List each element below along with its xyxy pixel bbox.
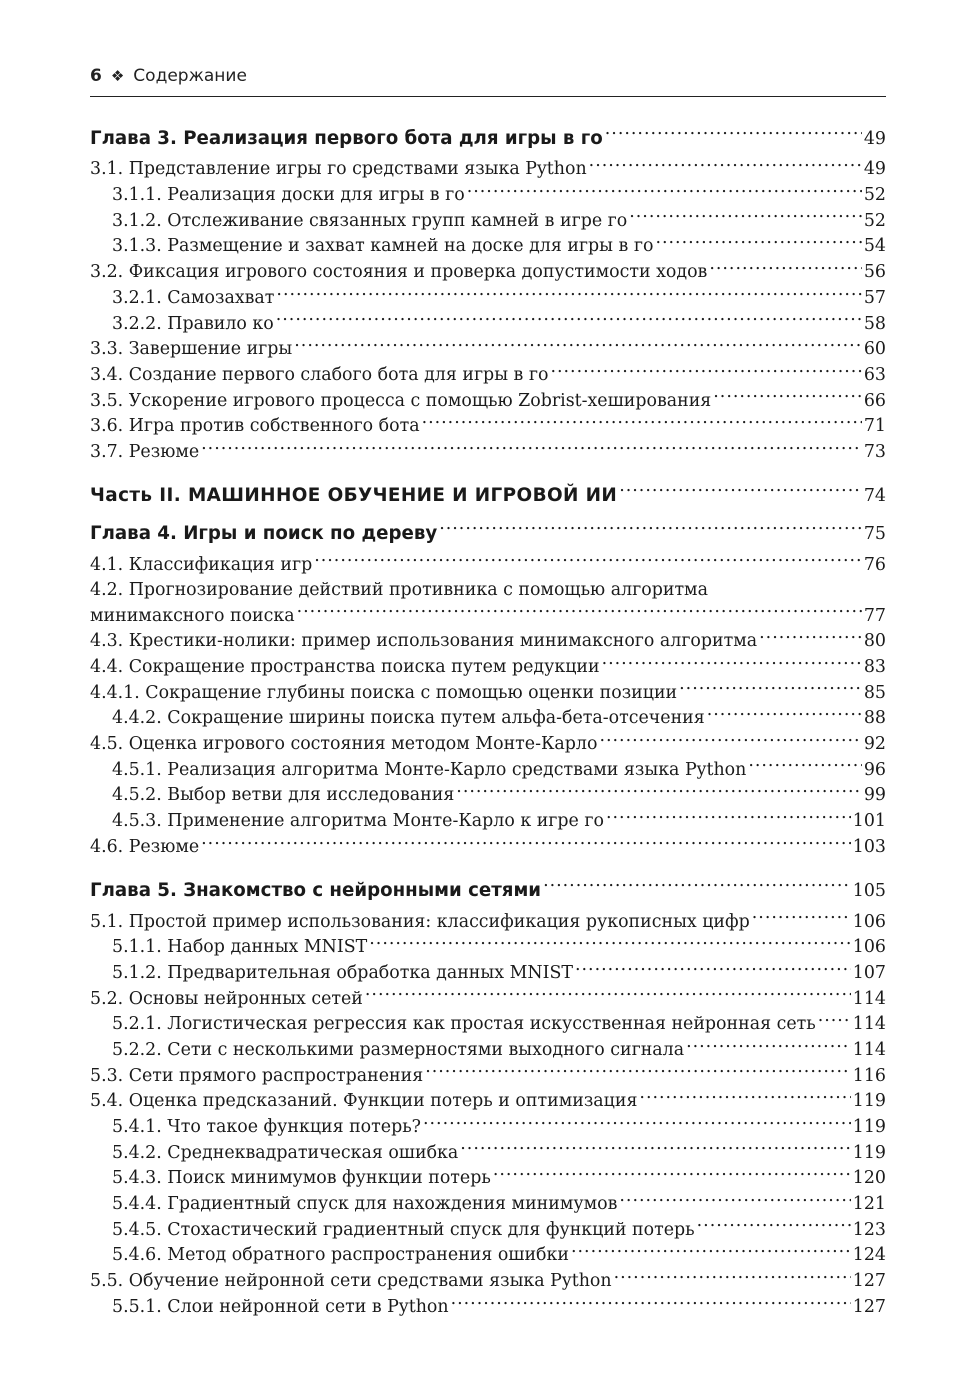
running-head-title: Содержание [133,66,247,86]
toc-chapter-5[interactable] [90,876,886,906]
toc-entry-4-5[interactable] [90,732,886,758]
toc-title: минимаксного поиска [90,605,295,626]
toc-page-number: 49 [863,159,886,180]
toc-chapter-3[interactable] [90,124,886,154]
toc-entry-5-2-1[interactable] [90,1012,886,1038]
table-of-contents [90,124,886,1320]
toc-title: 4.5.2. Выбор ветви для исследования [112,785,455,806]
leader-dots [425,1063,851,1080]
toc-entry-3-2[interactable] [90,260,886,286]
toc-title: 4.5. Оценка игрового состояния методом Монте-Карло [90,734,598,755]
toc-page-number: 60 [863,339,886,360]
toc-entry-5-1-2[interactable] [90,960,886,986]
leader-dots [297,603,862,620]
toc-title: 5.1.2. Предварительная обработка данных MNIST [112,962,573,983]
toc-entry-5-4-1[interactable] [90,1115,886,1141]
toc-entry-5-4-3[interactable] [90,1166,886,1192]
toc-title: 3.4. Создание первого слабого бота для игры в го [90,364,549,385]
leader-dots [752,909,851,926]
leader-dots [707,706,862,723]
toc-entry-3-3[interactable] [90,337,886,363]
leader-dots [606,809,851,826]
toc-page-number: 63 [863,364,886,385]
toc-page-number: 106 [852,937,886,958]
leader-dots [599,732,861,749]
leader-dots [201,440,862,457]
toc-page-number: 83 [863,657,886,677]
toc-entry-4-4[interactable] [90,655,886,681]
toc-title: Глава 3. Реализация первого бота для игры в го [90,128,603,149]
toc-part-2[interactable] [90,481,886,511]
toc-entry-5-1-1[interactable] [90,935,886,961]
toc-page-number: 114 [852,1039,886,1060]
toc-page-number: 92 [863,734,886,755]
leader-dots [543,878,851,896]
leader-dots [451,1294,851,1311]
leader-dots [679,680,862,697]
toc-title: 5.4.2. Среднеквадратическая ошибка [112,1142,459,1163]
toc-page-number: 123 [852,1219,886,1240]
toc-title: Часть II. МАШИННОЕ ОБУЧЕНИЕ И ИГРОВОЙ ИИ [90,485,618,507]
toc-title: 4.1. Классификация игр [90,554,313,575]
toc-page-number: 105 [852,881,886,902]
toc-entry-5-3[interactable] [90,1063,886,1089]
toc-page-number: 119 [852,1091,886,1112]
toc-entry-5-4-4[interactable] [90,1192,886,1218]
leader-dots [614,1269,851,1286]
leader-dots [759,629,862,646]
leader-dots [571,1243,851,1260]
leader-dots [619,1192,850,1209]
toc-entry-3-4[interactable] [90,363,886,389]
toc-title: 5.4. Оценка предсказаний. Функции потерь и оптимизация [90,1091,638,1112]
leader-dots [686,1038,851,1055]
toc-entry-3-7[interactable] [90,440,886,466]
leader-dots [423,1115,851,1132]
toc-page-number: 107 [852,962,886,983]
running-head [90,66,886,97]
toc-page-number: 88 [863,708,886,729]
leader-dots [493,1166,851,1183]
toc-page [90,66,886,1320]
toc-page-number: 56 [863,262,886,283]
toc-title: 5.5. Обучение нейронной сети средствами языка Python [90,1271,612,1292]
leader-dots [439,521,862,539]
toc-page-number: 57 [863,287,886,308]
toc-chapter-4[interactable] [90,519,886,549]
leader-dots [602,655,862,672]
toc-entry-4-5-2[interactable] [90,783,886,809]
toc-title: 3.6. Игра против собственного бота [90,416,420,437]
toc-title: 3.2.1. Самозахват [112,287,275,308]
toc-page-number: 96 [863,759,886,780]
toc-page-number: 77 [863,605,886,626]
toc-title: 5.2.2. Сети с несколькими размерностями выходного сигнала [112,1039,685,1060]
toc-title: 5.2.1. Логистическая регрессия как простая искусственная нейронная сеть [112,1014,816,1035]
toc-entry-3-5[interactable] [90,388,886,414]
toc-entry-4-3[interactable] [90,629,886,655]
toc-page-number: 71 [863,416,886,437]
leader-dots [713,388,862,405]
leader-dots [748,757,862,774]
toc-title: 5.3. Сети прямого распространения [90,1065,424,1086]
toc-title: 4.6. Резюме [90,836,200,857]
toc-title: Глава 5. Знакомство с нейронными сетями [90,880,542,902]
toc-page-number: 58 [863,313,886,334]
toc-title: 3.1.3. Размещение и захват камней на доске для игры в го [112,236,654,257]
toc-title: 3.2.2. Правило ко [112,313,274,334]
leader-dots [201,834,851,851]
toc-page-number: 106 [852,911,886,932]
toc-entry-5-5[interactable] [90,1269,886,1295]
leader-dots [276,285,861,302]
toc-page-number: 54 [863,236,886,257]
leader-dots [639,1089,850,1106]
leader-dots [294,337,862,354]
toc-page-number: 49 [863,129,886,149]
toc-title: Глава 4. Игры и поиск по дереву [90,523,438,545]
toc-entry-4-5-1[interactable] [90,757,886,783]
toc-title: 5.4.4. Градиентный спуск для нахождения минимумов [112,1194,618,1215]
toc-page-number: 119 [852,1117,886,1137]
toc-title: 4.4.2. Сокращение ширины поиска путем альфа-бета-отсечения [112,708,705,729]
toc-page-number: 127 [852,1296,886,1317]
toc-entry-3-1-2[interactable] [90,208,886,234]
toc-title: 5.1. Простой пример использования: классификация рукописных цифр [90,911,750,932]
leader-dots [467,183,862,200]
toc-page-number: 99 [863,785,886,806]
toc-page-number: 52 [863,185,886,206]
toc-entry-4-4-1[interactable] [90,680,886,706]
leader-dots [369,935,851,952]
toc-entry-5-2[interactable] [90,986,886,1012]
toc-page-number: 103 [852,836,886,857]
toc-entry-4-5-3[interactable] [90,809,886,835]
leader-dots [456,783,862,800]
toc-title: 5.5.1. Слои нейронной сети в Python [112,1296,449,1317]
toc-entry-5-4[interactable] [90,1089,886,1115]
leader-dots [605,126,862,144]
toc-title: 4.5.3. Применение алгоритма Монте-Карло к игре го [112,811,604,832]
leader-dots [697,1217,851,1234]
toc-title: 4.5.1. Реализация алгоритма Монте-Карло средствами языка Python [112,759,747,780]
toc-entry-5-4-5[interactable] [90,1217,886,1243]
toc-page-number: 76 [863,554,886,575]
toc-title: 5.4.1. Что такое функция потерь? [112,1117,421,1137]
leader-dots [629,208,862,225]
toc-title: 5.4.5. Стохастический градиентный спуск для функций потерь [112,1219,695,1240]
toc-title: 3.2. Фиксация игрового состояния и проверка допустимости ходов [90,262,708,283]
leader-dots [709,260,862,277]
toc-title: 3.1. Представление игры го средствами языка Python [90,159,587,180]
toc-title: 3.1.1. Реализация доски для игры в го [112,185,465,206]
toc-title: 5.4.3. Поиск минимумов функции потерь [112,1168,491,1189]
toc-entry-3-1-1[interactable] [90,183,886,209]
toc-entry-3-6[interactable] [90,414,886,440]
toc-title: 5.1.1. Набор данных MNIST [112,937,368,958]
toc-entry-4-1[interactable] [90,552,886,578]
toc-entry-3-1[interactable] [90,157,886,183]
toc-page-number: 124 [852,1245,886,1266]
page-number: 6 [90,66,102,86]
toc-title: 4.4. Сокращение пространства поиска путем редукции [90,657,600,677]
toc-entry-5-4-2[interactable] [90,1140,886,1166]
toc-entry-3-2-1[interactable] [90,285,886,311]
toc-title: 3.7. Резюме [90,441,200,462]
leader-dots [619,483,862,501]
toc-page-number: 75 [863,524,886,545]
toc-entry-3-2-2[interactable] [90,311,886,337]
toc-page-number: 73 [863,441,886,462]
leader-dots [575,960,851,977]
leader-dots [276,311,862,328]
leader-dots [314,552,862,569]
toc-page-number: 66 [863,390,886,411]
toc-page-number: 85 [863,682,886,703]
toc-page-number: 114 [852,988,886,1009]
toc-entry-5-4-6[interactable] [90,1243,886,1269]
leader-dots [460,1140,851,1157]
toc-page-number: 119 [852,1142,886,1163]
toc-entry-5-2-2[interactable] [90,1038,886,1064]
toc-page-number: 74 [863,486,886,507]
leader-dots [550,363,861,380]
toc-title: 4.4.1. Сокращение глубины поиска с помощью оценки позиции [90,682,678,703]
toc-title: 3.1.2. Отслеживание связанных групп камней в игре го [112,210,628,231]
toc-page-number: 52 [863,210,886,231]
leader-dots [422,414,862,431]
toc-page-number: 101 [852,811,886,832]
leader-dots [655,234,861,251]
toc-title: 5.2. Основы нейронных сетей [90,988,363,1009]
toc-title: 3.3. Завершение игры [90,339,293,360]
toc-title: 5.4.6. Метод обратного распространения ошибки [112,1245,569,1266]
toc-entry-4-2-line1[interactable]: 4.2. Прогнозирование действий противника с помощью алгоритма [90,579,708,600]
toc-page-number: 116 [852,1065,886,1086]
toc-entry-4-2[interactable] [90,603,886,629]
toc-title: 3.5. Ускорение игрового процесса с помощью Zobrist-хеширования [90,390,712,411]
toc-entry-5-1[interactable] [90,909,886,935]
leader-dots [365,986,851,1003]
toc-entry-4-6[interactable] [90,834,886,860]
toc-page-number: 80 [863,631,886,652]
toc-entry-4-4-2[interactable] [90,706,886,732]
ornament-icon: ❖ [110,67,125,85]
toc-page-number: 127 [852,1271,886,1292]
toc-page-number: 121 [852,1194,886,1215]
toc-page-number: 120 [852,1168,886,1189]
leader-dots [589,157,862,174]
toc-entry-5-5-1[interactable] [90,1294,886,1320]
leader-dots [818,1012,851,1029]
toc-page-number: 114 [852,1014,886,1035]
toc-entry-3-1-3[interactable] [90,234,886,260]
toc-title: 4.3. Крестики-нолики: пример использования минимаксного алгоритма [90,631,758,652]
